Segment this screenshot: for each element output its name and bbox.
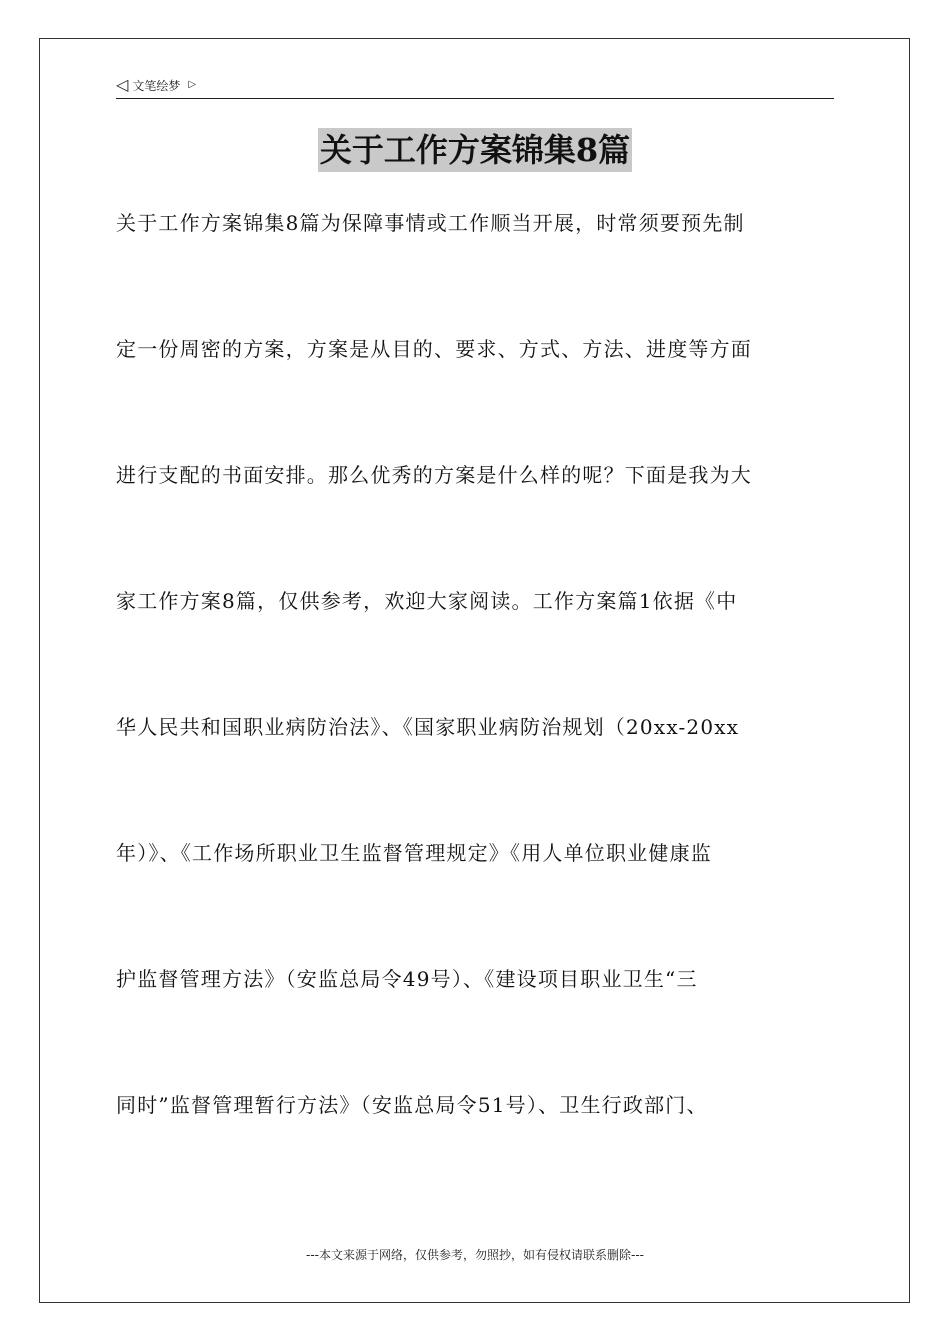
body-line: 护监督管理方法》（安监总局令49号）、《建设项目职业卫生“三 — [116, 967, 698, 991]
document-title: 关于工作方案锦集8篇 — [318, 128, 632, 172]
triangle-right-icon: ▷ — [188, 79, 197, 90]
body-line: 家工作方案8篇，仅供参考，欢迎大家阅读。工作方案篇1依据《中 — [116, 589, 738, 613]
triangle-left-icon: ◁ — [116, 75, 129, 94]
body-text — [116, 190, 836, 1198]
body-line: 年）》、《工作场所职业卫生监督管理规定》《用人单位职业健康监 — [116, 841, 712, 865]
page-footer: ---本文来源于网络，仅供参考，勿照抄，如有侵权请联系删除--- — [306, 1248, 644, 1262]
page-header — [116, 72, 834, 99]
body-line: 定一份周密的方案，方案是从目的、要求、方式、方法、进度等方面 — [116, 337, 752, 361]
title-container — [0, 128, 950, 172]
body-line: 华人民共和国职业病防治法》、《国家职业病防治规划（20xx-20xx — [116, 715, 740, 739]
body-line: 关于工作方案锦集8篇为保障事情或工作顺当开展，时常须要预先制 — [116, 211, 745, 235]
body-line: 同时”监督管理暂行方法》（安监总局令51号）、卫生行政部门、 — [116, 1093, 708, 1117]
header-brand: 文笔绘梦 — [132, 78, 181, 93]
body-line: 进行支配的书面安排。那么优秀的方案是什么样的呢？下面是我为大 — [116, 463, 752, 487]
